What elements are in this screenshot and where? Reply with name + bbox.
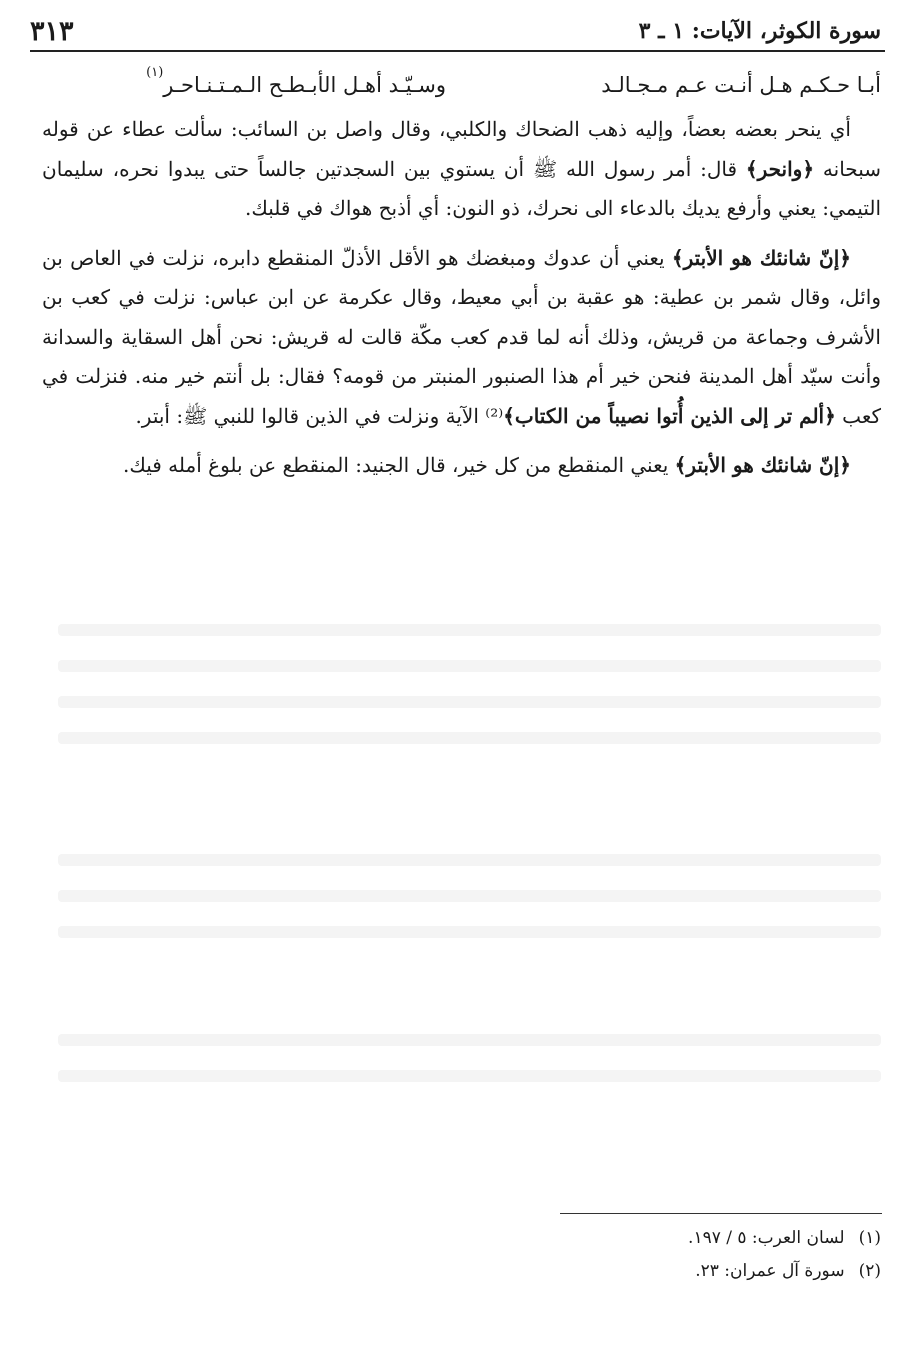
footnote-1 [688,1222,881,1255]
poem-hemistich-first [601,66,881,106]
poem-hemistich-first-text: أبـا حـكـم هـل أنـت عـم مـجـالـد [601,73,881,97]
show-through-area-1 [58,600,881,768]
main-text [42,64,881,496]
footnote-number: (١) [858,1228,881,1248]
footnote-rule [560,1213,882,1214]
poem-hemistich-second [146,66,446,106]
paragraph-2 [42,239,881,437]
show-through-area-2 [58,830,881,962]
show-through-line [58,854,881,866]
paragraph-text: يعني أن عدوك ومبغضك هو الأقل الأذلّ المنقطع دابره، نزلت في العاص بن وائل، وقال شمر بن عطية: هو عقبة بن أبي معيط، وقال عكرمة عن ابن عباس: نزلت في كعب بن الأشرف وجماعة من قريش، وذلك أنه لما قدم كعب مكّة قالت له قريش: نحن أهل السقاية والسدانة وأنت سيّد أهل المدينة فنحن خير أم هذا الصنبور المنبتر من قومه؟ فقال: بل أنتم خير منه. فنزلت في كعب [42,245,881,428]
poem-hemistich-second-text: وسـيّـد أهـل الأبـطـح الـمـتـنـاحـر [163,73,446,97]
show-through-area-3 [58,1010,881,1106]
footnotes [688,1222,881,1288]
show-through-line [58,926,881,938]
paragraph-text: أي ينحر بعضه بعضاً، وإليه ذهب الضحاك والكلبي، وقال واصل بن السائب: سألت عطاء عن قوله سبحانه [42,117,881,181]
footnote-number: (٢) [858,1261,881,1281]
quran-quote: ﴿إنّ شانئك هو الأبتر﴾ [674,453,851,477]
footnote-text: لسان العرب: ٥ / ١٩٧. [688,1228,845,1248]
paragraph-3 [42,446,881,486]
show-through-line [58,696,881,708]
footnote-text: سورة آل عمران: ٢٣. [695,1261,845,1281]
show-through-line [58,1070,881,1082]
quran-quote: ﴿ألم تر إلى الذين أُتوا نصيباً من الكتاب﴾ [503,403,836,428]
page-header [30,14,881,54]
footnote-ref-1: (١) [146,65,164,80]
paragraph-text: قال: أمر رسول الله ﷺ أن يستوي بين السجدتين جالساً حتى يبدوا نحره، سليمان التيمي: يعني وأرفع يديك بالدعاء الى نحرك، ذو النون: أي أذبح هواك في قلبك. [42,156,881,220]
quran-quote: ﴿إنّ شانئك هو الأبتر﴾ [671,245,852,270]
page-number: ٣١٣ [30,16,74,47]
footnote-ref-2: ⁽²⁾ [485,403,504,428]
paragraph-text: الآية ونزلت في الذين قالوا للنبي ﷺ: أبتر. [135,403,486,428]
show-through-line [58,660,881,672]
quran-quote: ﴿وانحر﴾ [745,156,815,181]
running-title: سورة الكوثر، الآيات: ١ ـ ٣ [638,18,881,44]
show-through-line [58,624,881,636]
poem-verse [42,64,881,104]
show-through-line [58,890,881,902]
paragraph-text: يعني المنقطع من كل خير، قال الجنيد: المنقطع عن بلوغ أمله فيك. [123,453,675,477]
footnote-2 [688,1255,881,1288]
header-rule [30,50,885,52]
paragraph-1 [42,110,881,229]
show-through-line [58,732,881,744]
show-through-line [58,1034,881,1046]
